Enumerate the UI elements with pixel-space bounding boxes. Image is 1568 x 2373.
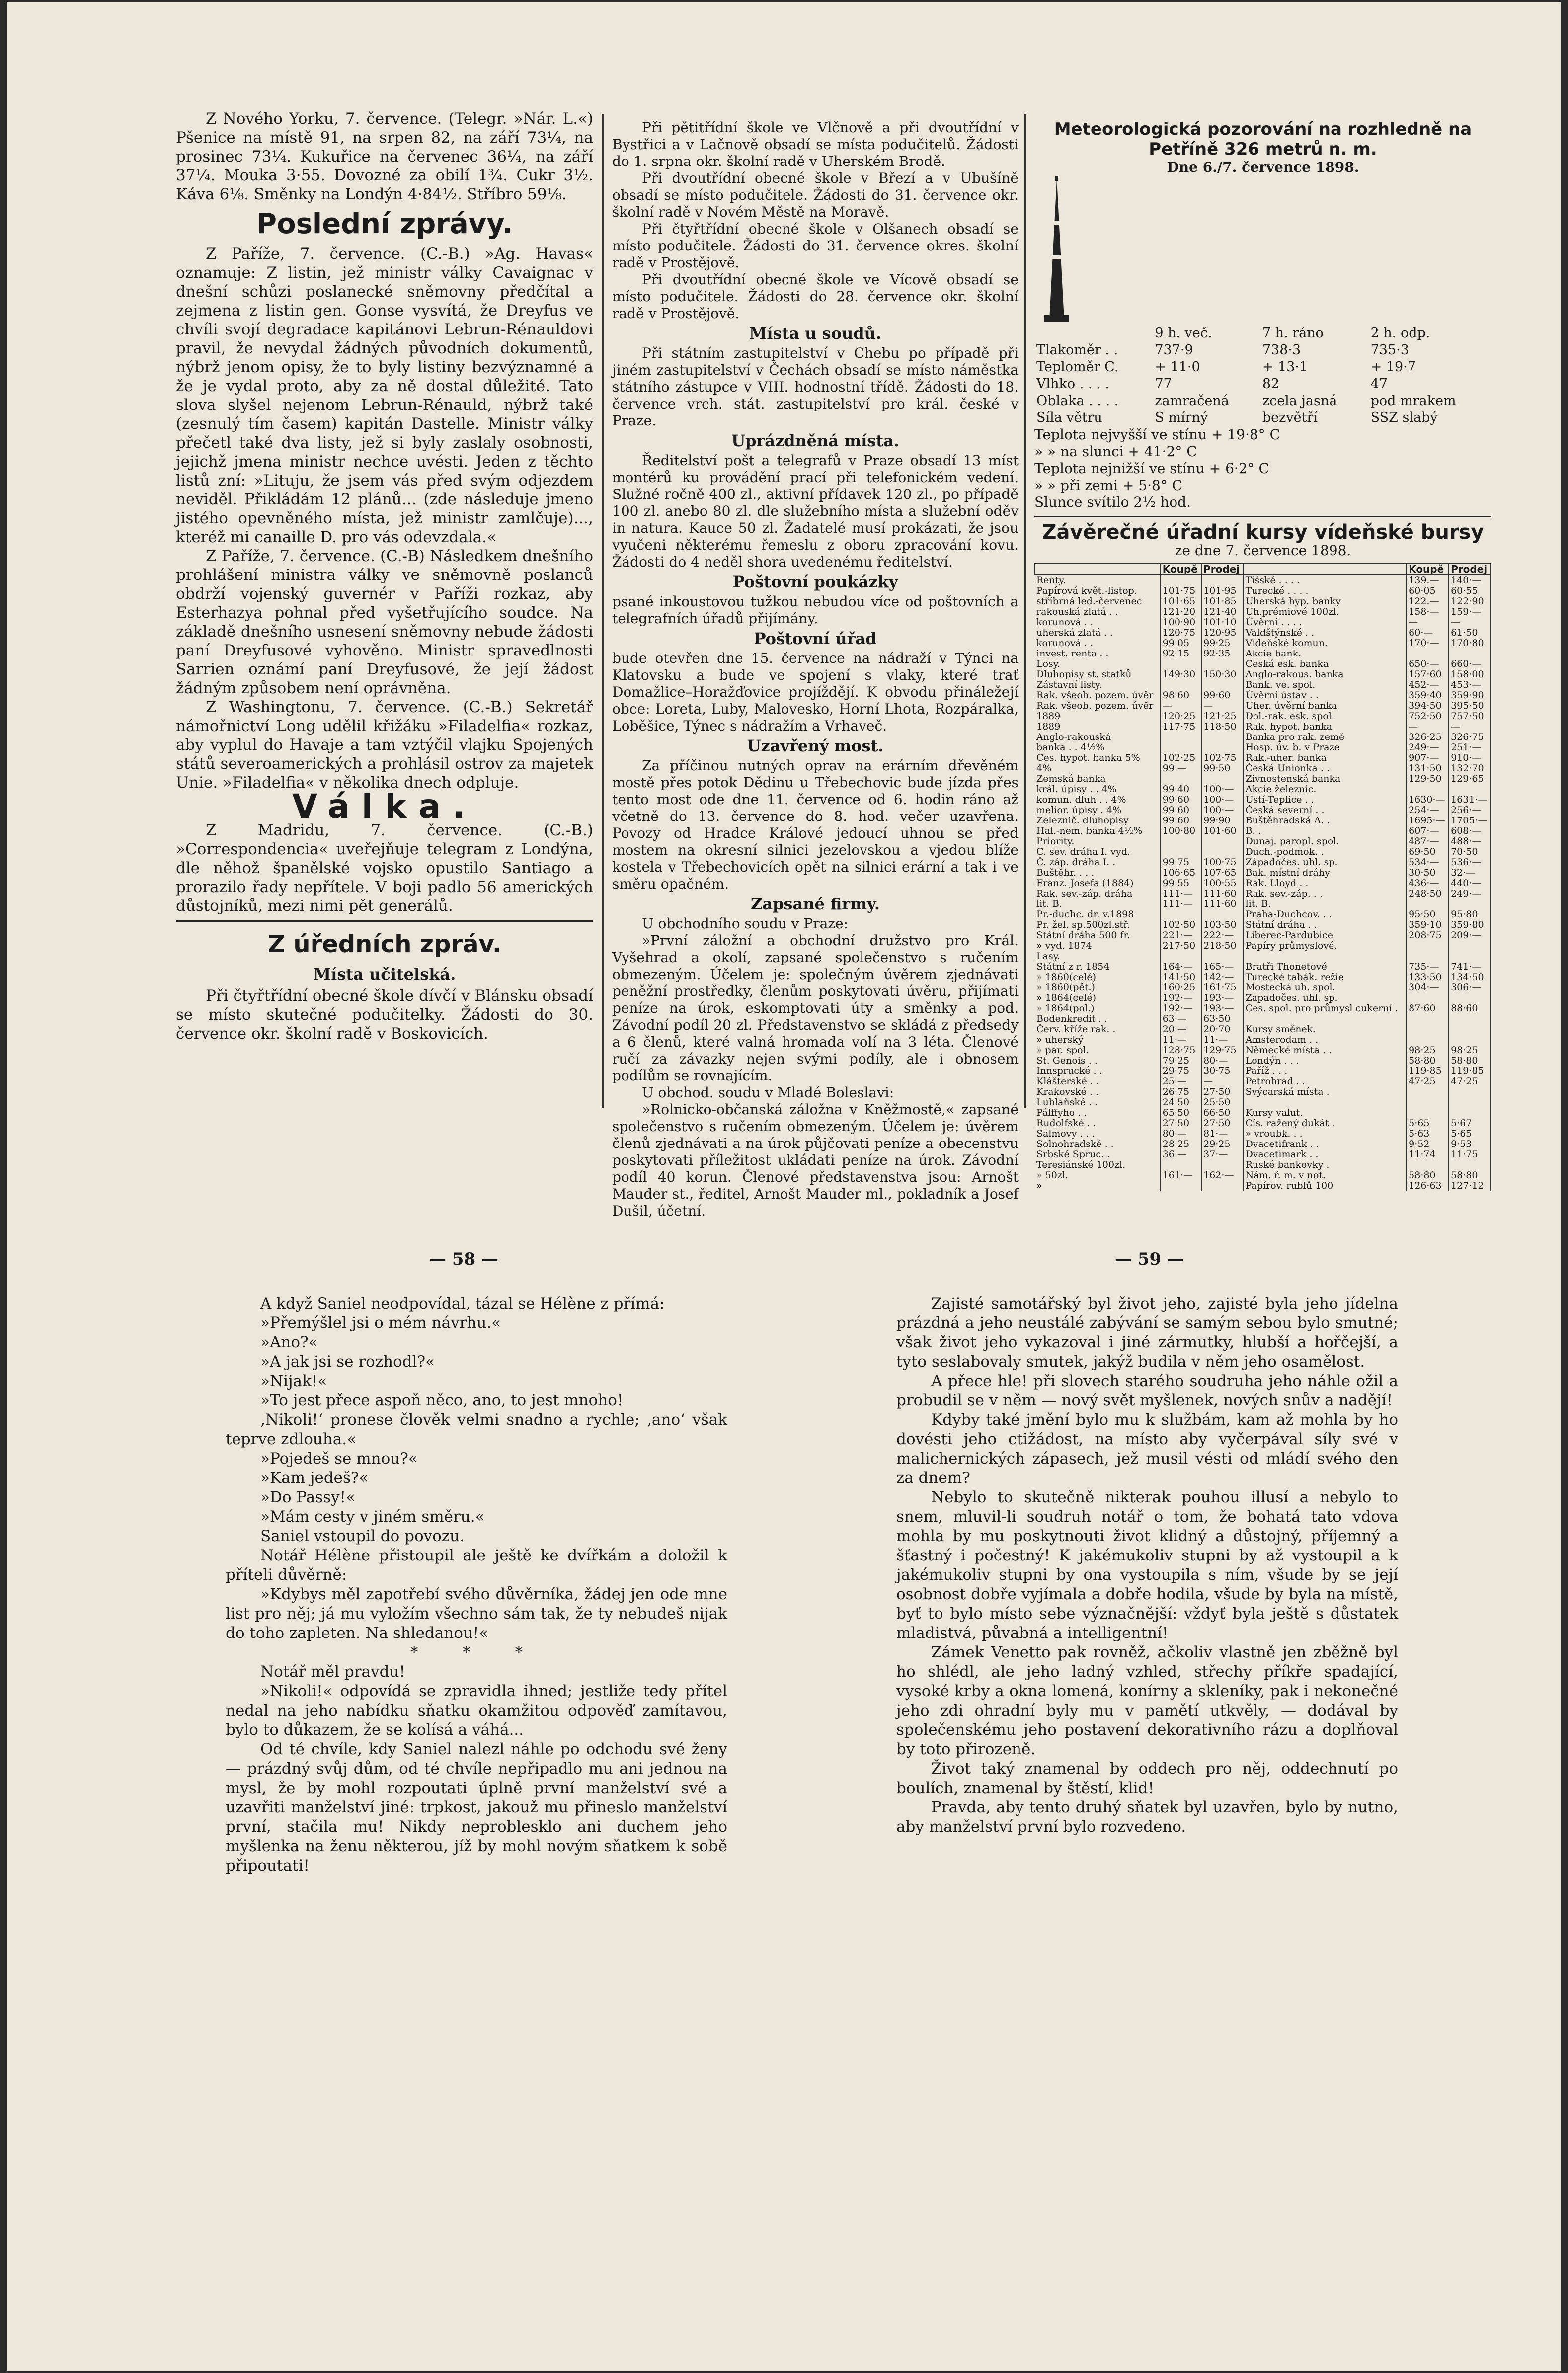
table-row: melior. úpisy . 4% 99·60 100·— Česká severní . . 254·— 256·—	[1035, 805, 1491, 816]
table-row: Zástavní listy. Bank. ve. spol. 452·— 453·—	[1035, 680, 1491, 690]
table-row: » Papírov. rublů 100 126·63 127·12	[1035, 1181, 1491, 1191]
table-row: » 1864(pol.) 192·— 193·— Ces. spol. pro průmysl cukerní . 87·60 88·60	[1035, 1003, 1491, 1014]
court-post-cheb: Při státním zastupitelství v Chebu po případě při jiném zastupitelství v Čechách obsadí se místo náměstka státního zástupce v VIII. hodnostní třídě. Žádosti do 18. července vrch. stát. zastupitelství pro král. české v Praze.	[612, 345, 1019, 429]
table-row: Bodenkredit . . 63·— 63·50	[1035, 1014, 1491, 1024]
divider	[1034, 516, 1491, 517]
table-row: Priority. Dunaj. paropl. spol. 487·— 488·—	[1035, 836, 1491, 847]
max-sun-temp: » » na slunci + 41·2° C	[1034, 443, 1197, 460]
vacancies-heading: Uprázdněná místa.	[731, 431, 899, 450]
table-row: » par. spol. 128·75 129·75 Německé místa . . 98·25 98·25	[1035, 1045, 1491, 1056]
table-row: Pr. žel. sp.500zl.stř. 102·50 103·50 Státní dráha . . 359·10 359·80	[1035, 920, 1491, 930]
war-heading: Válka.	[292, 787, 477, 825]
serial-paragraph: »Do Passy!«	[260, 1488, 356, 1506]
exchange-date: ze dne 7. července 1898.	[1175, 542, 1351, 559]
sell-header: Prodej	[1201, 564, 1243, 575]
column-latest-news	[176, 109, 593, 1043]
firm-knezmost: »Rolnicko-občanská záložna v Kněžmostě,« zapsané společenstvo s ručením obmezeným. Účelem je: úvěrem členů zjednávati a na úrok půjčovati peníze a obecenstvu poskytovati příležitost ukládati peníze na úrok. Závodní podíl 40 korun. Členové představenstva jsou: Arnošt Mauder st., ředitel, Arnošt Mauder ml., pokladník a Josef Dušil, účetní.	[612, 1101, 1019, 1219]
weather-title: Meteorologická pozorování na rozhledně na Petříně 326 metrů n. m.	[1054, 119, 1472, 159]
table-row: Teploměr C. + 11·0 + 13·1 + 19·7	[1036, 359, 1416, 375]
post-office-text: bude otevřen dne 15. července na nádraží v Týnci na Klatovsku a bude ve spojení s vlaky, které trať Domažlice–Horažďovice projíždějí. K obvodu přináležejí obce: Loreta, Luby, Malovesko, Horní Lhota, Rozpáralka, Loběšice, Týnec s nádražím a Vrhaveč.	[612, 650, 1019, 734]
table-row: » 1860(celé) 141·50 142·— Turecké tabák. režie 133·50 134·50	[1035, 972, 1491, 982]
sunshine-hours: Slunce svítilo 2½ hod.	[1034, 494, 1191, 510]
column-divider	[602, 114, 604, 1108]
table-row: Červ. kříže rak. . 20·— 20·70 Kursy směnek.	[1035, 1024, 1491, 1035]
table-row: Hal.-nem. banka 4½% 100·80 101·60 B. . 607·— 608·—	[1035, 826, 1491, 836]
serial-paragraph: A přece hle! při slovech starého soudruha jeho náhle ožil a probudil se v něm — nový svět myšlenek, nových snův a nadějí!	[896, 1372, 1398, 1409]
table-row: » 50zl. 161·— 162·— Nám. ř. m. v not. 58·80 58·80	[1035, 1170, 1491, 1181]
weather-table	[1034, 325, 1491, 426]
table-row: Srbské Spruc. . 36·— 37·— Dvacetimark . . 11·74 11·75	[1035, 1149, 1491, 1160]
serial-paragraph: Zámek Venetto pak rovněž, ačkoliv vlastně jen zběžně byl ho shlédl, ale jeho ladný vzhled, střechy příkře spadající, vysoké krby a okna lomená, konírny a skleníky, pak i nekonečné jeho zdi ohradní byly mu v pamětí utkvěly, — dodával by společenskému jeho postavení dekorativního rázu a doplňoval by toto přirozeně.	[896, 1643, 1398, 1758]
table-row: stříbrná led.-červenec 101·65 101·85 Uherská hyp. banky 122.— 122·90	[1035, 596, 1491, 607]
table-row: Rak. všeob. pozem. úvěr 98·60 99·60 Úvěrní ústav . . 359·40 359·90	[1035, 690, 1491, 701]
table-row: Č. záp. dráha I. . 99·75 100·75 Západočes. uhl. sp. 534·— 536·—	[1035, 857, 1491, 868]
sell-header: Prodej	[1449, 564, 1491, 575]
firm-vysehrad: »První záložní a obchodní družstvo pro Král. Vyšehrad a okolí, zapsané společenstvo s ručením obmezeným. Účelem je: společným úvěrem zjednávati peněžní prostředky, členům poskytovati úvěru, přijímati peníze na úrok, eskomptovati úty a směnky a pod. Závodní podíl 20 zl. Představenstvo se skládá z předsedy a 6 členů, které valná hromada volí na 3 léta. Členové ručí za závazky nejen svými podíly, ale i obnosem podílům se rovnajícím.	[612, 932, 1019, 1084]
serial-paragraph: Notář měl pravdu!	[260, 1663, 405, 1681]
table-row: banka . . 4½% Hosp. úv. b. v Praze 249·— 251·—	[1035, 742, 1491, 753]
divider	[176, 920, 593, 922]
table-row: Losy. Česká esk. banka 650·— 660·—	[1035, 659, 1491, 669]
serial-right-column	[896, 1294, 1398, 1837]
table-row: král. úpisy . . 4% 99·40 100·— Akcie železnic.	[1035, 784, 1491, 795]
table-row: lit. B. 111·— 111·60 lit. B.	[1035, 899, 1491, 909]
serial-paragraph: Kdyby také jmění bylo mu k službám, kam až mohla by ho dovésti jeho ctižádost, na místo aby vyčerpával síly své v malichernických zápasech, jež musil vésti od mládí svého den za dnem?	[896, 1411, 1398, 1487]
min-ground-temp: » » při zemi + 5·8° C	[1034, 477, 1183, 493]
newspaper-page	[7, 2, 1561, 2371]
table-row: Tlakoměr . . 737·9 738·3 735·3	[1036, 342, 1409, 358]
teacher-post-olsany: Při čtyřtřídní obecné škole v Olšanech obsadí se místo podučitele. Žádosti do 31. července okres. školní radě v Prostějově.	[612, 221, 1019, 271]
serial-paragraph: »A jak jsi se rozhodl?«	[260, 1353, 435, 1371]
table-row: » 1864(celé) 192·— 193·— Zapadočes. uhl. sp.	[1035, 993, 1491, 1003]
table-row: » vyd. 1874 217·50 218·50 Papíry průmyslové.	[1035, 941, 1491, 951]
table-row: Teresiánské 100zl. Ruské bankovky .	[1035, 1160, 1491, 1170]
table-row: 4% 99·— 99·50 Česká Unionka . . 131·50 132·70	[1035, 763, 1491, 774]
postal-orders-text: psané inkoustovou tužkou nebudou více od poštovních a telegrafních úřadů přijímány.	[612, 593, 1019, 627]
serial-paragraph: »Mám cesty v jiném směru.«	[260, 1508, 485, 1526]
post-office-heading: Poštovní úřad	[754, 629, 877, 648]
weather-col-header: 2 h. odp.	[1370, 326, 1430, 341]
table-row: Solnohradské . . 28·25 29·25 Dvacetifrank . . 9·52 9·53	[1035, 1139, 1491, 1149]
table-row: Lublaňské . . 24·50 25·50	[1035, 1097, 1491, 1108]
table-row: Rak. sev.-záp. dráha 111·— 111·60 Rak. sev.-záp. . . 248·50 249·—	[1035, 889, 1491, 899]
serial-paragraph: A když Saniel neodpovídal, tázal se Hélène z přímá:	[260, 1295, 665, 1312]
buy-header: Koupě	[1407, 564, 1449, 575]
exchange-title: Závěrečné úřadní kursy vídeňské bursy	[1042, 521, 1484, 544]
serial-paragraph: Život taký znamenal by oddech pro něj, oddechnutí po boulích, znamenal by štěstí, klid!	[896, 1760, 1398, 1797]
table-row: Anglo-rakouská Banka pro rak. země 326·25 326·75	[1035, 732, 1491, 742]
max-shade-temp: Teplota nejvyšší ve stínu + 19·8° C	[1034, 426, 1281, 443]
exchange-table	[1034, 563, 1491, 1191]
table-row: Pr.-duchc. dr. v.1898 Praha-Duchcov. . . 95·50 95·80	[1035, 909, 1491, 920]
teacher-post-vlcnov: Při pětitřídní škole ve Vlčnově a při dvoutřídní v Bystřici a v Lačnově obsadí se místa podučitelů. Žádosti do 1. srpna okr. školní radě v Uherském Brodě.	[612, 119, 1019, 169]
teacher-post-blansko: Při čtyřtřídní obecné škole dívčí v Blánsku obsadí se místo skutečné podučitelky. Žádosti do 30. července okr. školní radě v Boskovicích.	[176, 987, 593, 1043]
madrid-report: Z Madridu, 7. července. (C.-B.) »Correspondencia« uveřejňuje telegram z Londýna, dle něhož španělské vojsko opustilo Santiago a prorazilo řady nepřítele. V boji padlo 56 amerických důstojníků, mezi nimi pět generálů.	[176, 821, 593, 915]
table-row: 1889 117·75 118·50 Rak. hypot. banka — —	[1035, 722, 1491, 732]
postal-orders-heading: Poštovní poukázky	[732, 573, 898, 591]
table-row: » uherský 11·— 11·— Amsterodam . .	[1035, 1035, 1491, 1045]
serial-paragraph: ‚Nikoli!‘ pronese člověk velmi snadno a rychle; ‚ano‘ však teprve zdlouha.«	[226, 1411, 727, 1448]
firm-court-prague: U obchodního soudu v Praze:	[642, 915, 849, 932]
court-posts-heading: Místa u soudů.	[749, 324, 882, 343]
serial-paragraph: Od té chvíle, kdy Saniel nalezl náhle po odchodu své ženy — prázdný svůj dům, od té chvíle nepřipadlo mu ani jednou na mysl, že by mohl rozpoutati úplně první manželství své a uzavřiti manželství jiné: trpkost, jakouž mu přineslo manželství první, stačila mu! Nikdy neproblesklo ani duchem jeho myšlenka na ženu některou, jíž by mohl novým sňatkem k sobě připoutati!	[226, 1740, 727, 1875]
page-number-left: — 58 —	[429, 1249, 498, 1269]
table-row: Lasy.	[1035, 951, 1491, 962]
table-row: Buštěhr. . . . 106·65 107·65 Bak. místní dráhy 30·50 32·—	[1035, 868, 1491, 878]
table-row: uherská zlatá . . 120·75 120·95 Valdštýnské . . 60·— 61·50	[1035, 628, 1491, 638]
serial-paragraph: »Kdybys měl zapotřebí svého důvěrníka, žádej jen ode mne list pro něj; já mu vyložím všechno sám tak, že ty nebudeš nijak do toho zapleten. Na shledanou!«	[226, 1585, 727, 1642]
column-official-notices	[612, 119, 1019, 1220]
serial-paragraph: Saniel vstoupil do povozu.	[260, 1527, 465, 1545]
weather-col-header: 7 h. ráno	[1262, 326, 1324, 341]
column-divider	[1024, 114, 1026, 1108]
table-row: Krakovské . . 26·75 27·50 Švýcarská místa .	[1035, 1087, 1491, 1097]
buy-header: Koupě	[1161, 564, 1201, 575]
serial-paragraph: Notář Hélène přistoupil ale ještě ke dvířkám a doložil k příteli důvěrně:	[226, 1547, 727, 1584]
paris-report-1: Z Paříže, 7. července. (C.-B.) »Ag. Havas« oznamuje: Z listin, jež ministr války Cavaignac v dnešní schůzi poslanecké sněmovny předčítal a zejmena z listin gen. Gonse vysvítá, že Dreyfus ve chvíli svojí degradace kapitánovi Lebrun-Rénauldovi pravil, že nevydal žádných původních dokumentů, nýbrž jenom opisy, že to byly listiny bezvýznamné a že je vydal proto, aby za ně dostal důležité. Tato slova slyšel nejenom Lebrun-Rénauld, nýbrž také (zesnulý tím časem) kapitán Dastelle. Ministr války přečetl také dva listy, jež si byly zaslaly osobnosti, jejichž jmena ministr nechce uvésti. Jeden z těchto listů zní: »Lituju, že jsem vás před svým odjezdem neviděl. Přikládám 12 plánů... (zde následuje jmeno jistého opevněného místa, jež ministr zamlčuje)..., kteréž mi canaille D. pro vás odevzdala.«	[176, 245, 593, 546]
column-weather-and-exchange	[1034, 119, 1491, 1191]
table-row: Oblaka . . . . zamračená zcela jasná pod mrakem	[1036, 393, 1456, 409]
serial-paragraph: Pravda, aby tento druhý sňatek byl uzavřen, bylo by nutno, aby manželství první bylo rozvedeno.	[896, 1799, 1398, 1836]
serial-paragraph: Nebylo to skutečně nikterak pouhou illusí a nebylo to snem, mluvil-li soudruh notář o tom, že bohatá tato vdova mohla by mu poskytnouti život klidný a důstojný, příjemný a šťastný i počestný! K jakémukoliv stupni by až vystoupil a k jakémukoliv stupni by ona vystoupila s ním, všude by se její osobnost dobře vyjímala a dobře hodila, všude by byla na místě, byť to bylo místo sebe význačnější: vždyť byla ještě s důstatek mladistvá, půvabná a intelligentní!	[896, 1488, 1398, 1642]
table-row: korunová . . 100·90 101·10 Úvěrní . . . . — —	[1035, 617, 1491, 628]
vacancy-postal: Ředitelství pošt a telegrafů v Praze obsadí 13 míst montérů ku provádění prací při telefonickém vedení. Služné ročně 400 zl., aktivní přídavek 120 zl., po případě 100 zl. anebo 80 zl. dle služebního místa a služební oděv in natura. Kauce 50 zl. Žadatelé musí prokázati, že jsou vyučeni některému řemeslu z oboru zpracování kovu. Žádosti do 4 neděl shora uvedenému ředitelství.	[612, 452, 1019, 570]
table-row: Franz. Josefa (1884) 99·55 100·55 Rak. Lloyd . . 436·— 440·—	[1035, 878, 1491, 889]
table-row: Papírová květ.-listop. 101·75 101·95 Turecké . . . . 60·05 60·55	[1035, 586, 1491, 596]
table-row: Zemská banka Živnostenská banka 129·50 129·65	[1035, 774, 1491, 784]
table-row: invest. renta . . 92·15 92·35 Akcie bank.	[1035, 649, 1491, 659]
table-row: Rak. všeob. pozem. úvěr — — Uher. úvěrní banka 394·50 395·50	[1035, 701, 1491, 711]
serial-paragraph: »To jest přece aspoň něco, ano, to jest mnoho!	[260, 1391, 624, 1409]
table-row: Pálffyho . . 65·50 66·50 Kursy valut.	[1035, 1108, 1491, 1118]
table-row: Innsprucké . . 29·75 30·75 Paříž . . . 119·85 119·85	[1035, 1066, 1491, 1076]
weather-date: Dne 6./7. července 1898.	[1167, 159, 1359, 175]
table-row: St. Genois . . 79·25 80·— Londýn . . . 58·80 58·80	[1035, 1056, 1491, 1066]
table-row: Klášterské . . 25·— — Petrohrad . . 47·25 47·25	[1035, 1076, 1491, 1087]
table-row: Státní z r. 1854 164·— 165·— Bratři Thonetové 735·— 741·—	[1035, 962, 1491, 972]
table-row: Salmovy . . . 80·— 81·— » vroubk. . . 5·63 5·65	[1035, 1129, 1491, 1139]
table-row: Železnič. dluhopisy 99·60 99·90 Buštěhradská A. . 1695·— 1705·—	[1035, 816, 1491, 826]
teacher-post-brezi: Při dvoutřídní obecné škole v Březí a v Ubušíně obsadí se místo podučitele. Žádosti do 31. července okr. školní radě v Novém Městě na Moravě.	[612, 170, 1019, 220]
table-row: Č. sev. dráha I. vyd. Duch.-podmok. . 69·50 70·50	[1035, 847, 1491, 857]
closed-bridge-heading: Uzavřený most.	[747, 736, 884, 755]
petrin-tower-icon	[1034, 176, 1079, 325]
washington-report: Z Washingtonu, 7. července. (C.-B.) Sekretář námořnictví Long udělil křižáku »Filadelfia« rozkaz, aby vyplul do Havaje a tam vztýčil vlajku Spojených států severoamerických a prohlásil ostrov za majetek Unie. »Filadelfia« v několika dnech odpluje.	[176, 698, 593, 792]
table-row: Síla větru S mírný bezvětří SSZ slabý	[1036, 410, 1438, 425]
serial-left-column	[226, 1294, 727, 1876]
table-row: Čes. hypot. banka 5% 102·25 102·75 Rak.-uher. banka 907·— 910·—	[1035, 753, 1491, 763]
min-shade-temp: Teplota nejnižší ve stínu + 6·2° C	[1034, 460, 1269, 477]
new-york-report: Z Nového Yorku, 7. července. (Telegr. »Nár. L.«) Pšenice na místě 91, na srpen 82, na září 73¼, na prosinec 73¼. Kukuřice na červenec 36¼, na září 37¼. Mouka 3·55. Dovozné za obilí 1¾. Cukr 3½. Káva 6⅛. Směnky na Londýn 4·84½. Stříbro 59⅛.	[176, 110, 593, 203]
firm-court-boleslav: U obchod. soudu v Mladé Boleslavi:	[642, 1084, 894, 1101]
paris-report-2: Z Paříže, 7. července. (C.-B) Následkem dnešního prohlášení ministra války ve sněmovně poslanců obdrží vojenský guvernér v Paříži rozkaz, aby Esterhazya pohnal před vyšetřujícího soudce. Na základě dnešního usnesení sněmovny nebude žádosti paní Dreyfusové vyhověno. Ministr spravedlnosti Sarrien oznámí paní Dreyfusové, že její žádost žádným způsobem není oprávněna.	[176, 547, 593, 697]
serial-paragraph: »Přemýšlel jsi o mém návrhu.«	[260, 1314, 501, 1332]
registered-firms-heading: Zapsané firmy.	[750, 895, 880, 913]
table-row: Vlhko . . . . 77 82 47	[1036, 376, 1388, 392]
serial-paragraph: »Nijak!«	[260, 1372, 327, 1390]
closed-bridge-text: Za příčinou nutných oprav na erárním dřevěném mostě přes potok Dědinu u Třebechovic bude jízda přes tento most ode dne 11. července od 6. hodin ráno až včetně do 13. července do 8. hod. večer uzavřena. Povozy od Hradce Králové jedoucí uhnou se před mostem na okresní silnici jezelovskou a vjedou blíže kostela v Třebechovicích opět na silnici erární a tak i ve směru opačném.	[612, 757, 1019, 892]
page-number-right: — 59 —	[1115, 1249, 1184, 1269]
serial-paragraph: »Ano?«	[260, 1333, 318, 1351]
table-row: » 1860(pět.) 160·25 161·75 Mostecká uh. spol. 304·— 306·—	[1035, 982, 1491, 993]
official-news-heading: Z úředních zpráv.	[267, 930, 502, 958]
latest-news-heading: Poslední zprávy.	[256, 208, 513, 240]
table-row: korunová . . 99·05 99·25 Vídeňské komun. 170·— 170·80	[1035, 638, 1491, 649]
teacher-post-vicov: Při dvoutřídní obecné škole ve Vícově obsadí se místo podučitele. Žádosti do 28. července okr. školní radě v Prostějově.	[612, 271, 1019, 322]
table-row: Rudolfské . . 27·50 27·50 Cís. ražený dukát . 5·65 5·67	[1035, 1118, 1491, 1129]
table-row: komun. dluh . . 4% 99·60 100·— Ústí-Teplice . . 1630·— 1631·—	[1035, 795, 1491, 805]
serial-paragraph: »Nikoli!« odpovídá se zpravidla ihned; jestliže tedy přítel nedal na jeho nabídku sňatku okamžitou odpověď zamítavou, bylo to důkazem, že se kolísá a váhá...	[226, 1682, 727, 1739]
table-row: Renty. Tiśské . . . . 139.— 140·—	[1035, 575, 1491, 586]
weather-col-header: 9 h. več.	[1155, 326, 1212, 341]
table-row: rakouská zlatá . . 121·20 121·40 Uh.prémiové 100zl. 158·— 159·—	[1035, 607, 1491, 617]
table-row: Státní dráha 500 fr. 221·— 222·— Liberec-Pardubice 208·75 209·—	[1035, 930, 1491, 941]
serial-paragraph: * * *	[410, 1643, 543, 1661]
serial-paragraph: »Kam jedeš?«	[260, 1469, 369, 1487]
teacher-posts-heading: Místa učitelská.	[313, 965, 456, 983]
serial-paragraph: Zajisté samotářský byl život jeho, zajisté byla jeho jídelna prázdná a jeho neustálé zabývání se samým sebou bylo smutné; však život jeho vykazoval i jiné zármutky, hlubší a hořčejší, a tyto seslabovaly smutek, jakýž budila v něm jeho osamělost.	[896, 1295, 1398, 1371]
serial-paragraph: »Pojedeš se mnou?«	[260, 1450, 418, 1468]
table-row: 1889 120·25 121·25 Dol.-rak. esk. spol. 752·50 757·50	[1035, 711, 1491, 722]
table-row: Dluhopisy st. statků 149·30 150·30 Anglo-rakous. banka 157·60 158·00	[1035, 669, 1491, 680]
